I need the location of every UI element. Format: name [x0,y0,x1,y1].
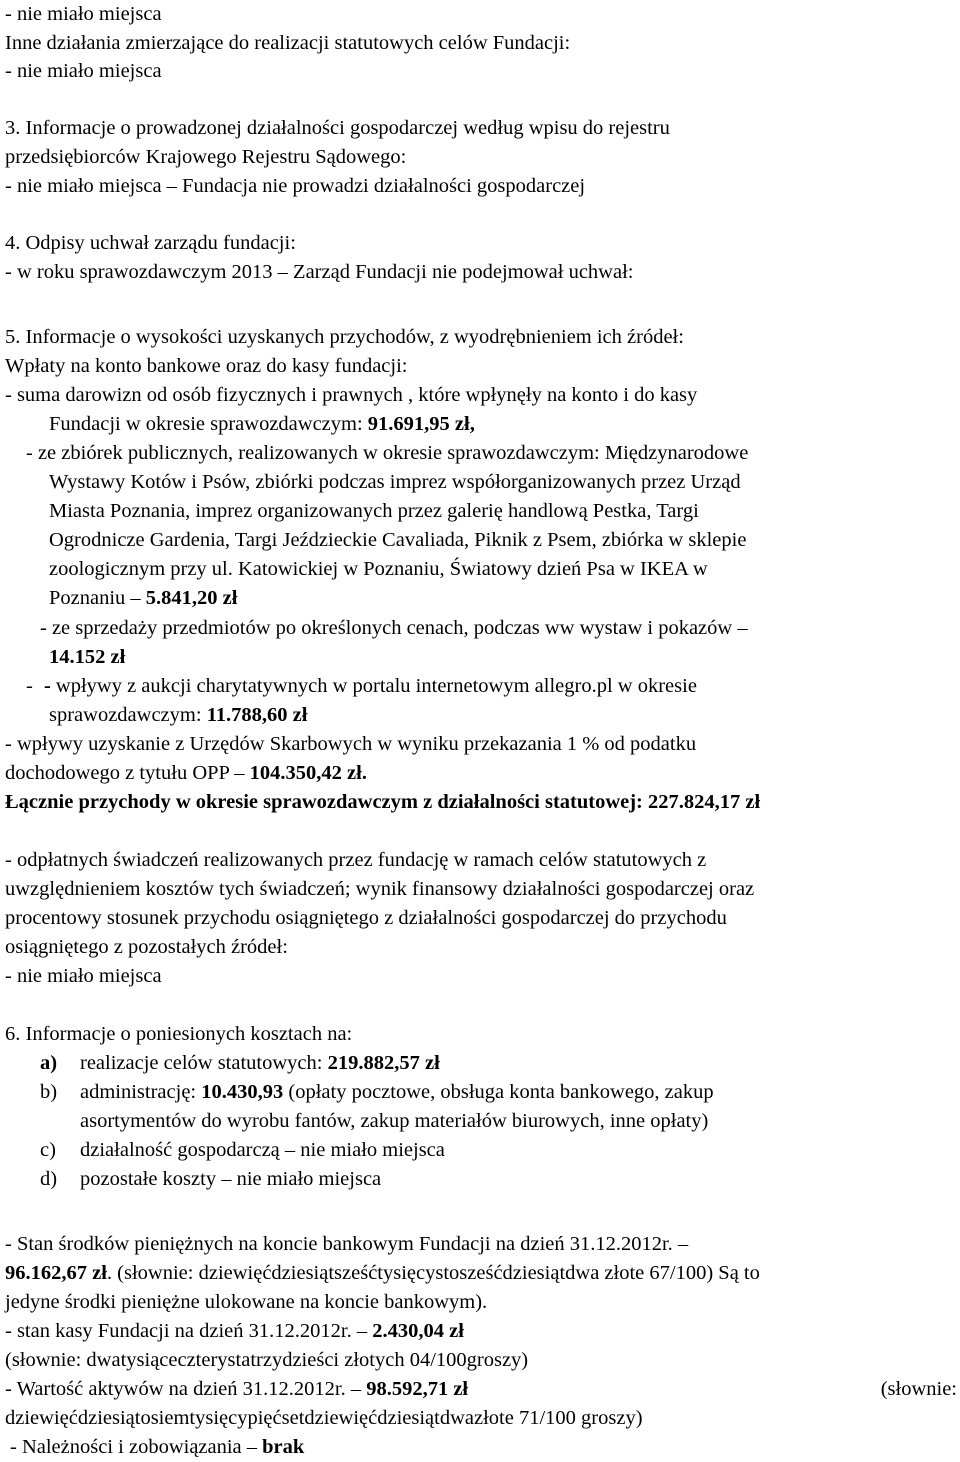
section-heading: 6. Informacje o poniesionych kosztach na: [5,1023,353,1045]
item-label: d) [40,1168,58,1190]
text-line: - ze zbiórek publicznych, realizowanych w okresie sprawozdawczym: Międzynarodowe [26,442,749,464]
section-heading: 3. Informacje o prowadzonej działalności gospodarczej według wpisu do rejestru [5,117,670,139]
amount: 14.152 zł [49,646,126,668]
text-line [49,701,307,730]
text: - Wartość aktywów na dzień 31.12.2012r. – [5,1378,367,1400]
amount: 10.430,93 [201,1081,284,1103]
text-line: Ogrodnicze Gardenia, Targi Jeździeckie Cavaliada, Piknik z Psem, zbiórka w sklepie [49,529,747,551]
item-label: b) [40,1081,58,1103]
item-label: c) [40,1139,56,1161]
text-line: (słownie: dwatysiąceczterystatrzydzieści złotych 04/100groszy) [5,1349,529,1371]
amount: brak [262,1436,305,1458]
text: realizacje celów statutowych: [80,1052,328,1074]
amount: 96.162,67 zł [5,1262,107,1284]
text-line: przedsiębiorców Krajowego Rejestru Sądowego: [5,146,407,168]
text-line [5,672,697,701]
item-text [80,1078,714,1107]
text-line: - nie miało miejsca [5,965,162,987]
text: . (słownie: dziewięćdziesiątsześćtysięcystosześćdziesiątdwa złote 67/100) Są to [106,1262,760,1284]
text: wpływy z aukcji charytatywnych w portalu internetowym allegro.pl w okresie [55,675,697,697]
text-line: Inne działania zmierzające do realizacji statutowych celów Fundacji: [5,32,571,54]
text-line [49,410,475,439]
text: - Należności i zobowiązania – [10,1436,263,1458]
amount: 91.691,95 zł, [367,413,475,435]
section-heading: 5. Informacje o wysokości uzyskanych przychodów, z wyodrębnieniem ich źródeł: [5,326,684,348]
text-line [49,584,237,613]
text: - stan kasy Fundacji na dzień 31.12.2012r. – [5,1320,373,1342]
amount: 5.841,20 zł [145,587,238,609]
text: dochodowego z tytułu OPP – [5,762,250,784]
text-line: dziewięćdziesiątosiemtysięcypięćsetdziewięćdziesiątdwazłote 71/100 groszy) [5,1407,643,1429]
text-line [5,759,367,788]
amount: 104.350,42 zł. [249,762,367,784]
item-text [80,1049,440,1078]
text-line [5,1317,464,1346]
item-text: działalność gospodarczą – nie miało miejsca [80,1139,445,1161]
text: - [43,675,56,697]
text-line: - odpłatnych świadczeń realizowanych przez fundację w ramach celów statutowych z [5,849,707,871]
text-line: - nie miało miejsca [5,3,162,25]
text-line [49,643,125,672]
text-line: - wpływy uzyskanie z Urzędów Skarbowych w wyniku przekazania 1 % od podatku [5,733,697,755]
text-line: (słownie: [880,1378,957,1400]
text-line: osiągniętego z pozostałych źródeł: [5,936,288,958]
text-line: procentowy stosunek przychodu osiągniętego z działalności gospodarczej do przychodu [5,907,727,929]
text-line [10,1433,304,1462]
text-line: - Stan środków pieniężnych na koncie bankowym Fundacji na dzień 31.12.2012r. – [5,1233,689,1255]
text-line: Wystawy Kotów i Psów, zbiórki podczas imprez współorganizowanych przez Urząd [49,471,741,493]
text-line: - nie miało miejsca [5,60,162,82]
item-text: pozostałe koszty – nie miało miejsca [80,1168,382,1190]
amount: 98.592,71 zł [366,1378,469,1400]
text-line: Wpłaty na konto bankowe oraz do kasy fundacji: [5,355,408,377]
text: - [26,675,38,697]
item-label: a) [40,1052,58,1074]
text-line: uwzględnieniem kosztów tych świadczeń; wynik finansowy działalności gospodarczej oraz [5,878,755,900]
text-line: jedyne środki pieniężne ulokowane na koncie bankowym). [5,1291,488,1313]
text: Fundacji w okresie sprawozdawczym: [49,413,368,435]
text-line: - nie miało miejsca – Fundacja nie prowadzi działalności gospodarczej [5,175,586,197]
total-income: Łącznie przychody w okresie sprawozdawczym z działalności statutowej: 227.824,17 zł [5,791,761,813]
section-heading: 4. Odpisy uchwał zarządu fundacji: [5,232,296,254]
text: administrację: [80,1081,202,1103]
text: sprawozdawczym: [49,704,207,726]
text-line: - suma darowizn od osób fizycznych i prawnych , które wpłynęły na konto i do kasy [5,384,698,406]
text-line: - ze sprzedaży przedmiotów po określonych cenach, podczas ww wystaw i pokazów – [40,617,748,639]
text-line: - w roku sprawozdawczym 2013 – Zarząd Fundacji nie podejmował uchwał: [5,261,634,283]
text: Poznaniu – [49,587,146,609]
text-line: Miasta Poznania, imprez organizowanych przez galerię handlową Pestka, Targi [49,500,699,522]
item-text: asortymentów do wyrobu fantów, zakup materiałów biurowych, inne opłaty) [80,1110,709,1132]
text-line [5,1375,468,1404]
text-line [5,1259,760,1288]
amount: 11.788,60 zł [206,704,308,726]
text-line: zoologicznym przy ul. Katowickiej w Poznaniu, Światowy dzień Psa w IKEA w [49,558,708,580]
amount: 219.882,57 zł [327,1052,440,1074]
amount: 2.430,04 zł [372,1320,464,1342]
text: (opłaty pocztowe, obsługa konta bankowego, zakup [283,1081,714,1103]
